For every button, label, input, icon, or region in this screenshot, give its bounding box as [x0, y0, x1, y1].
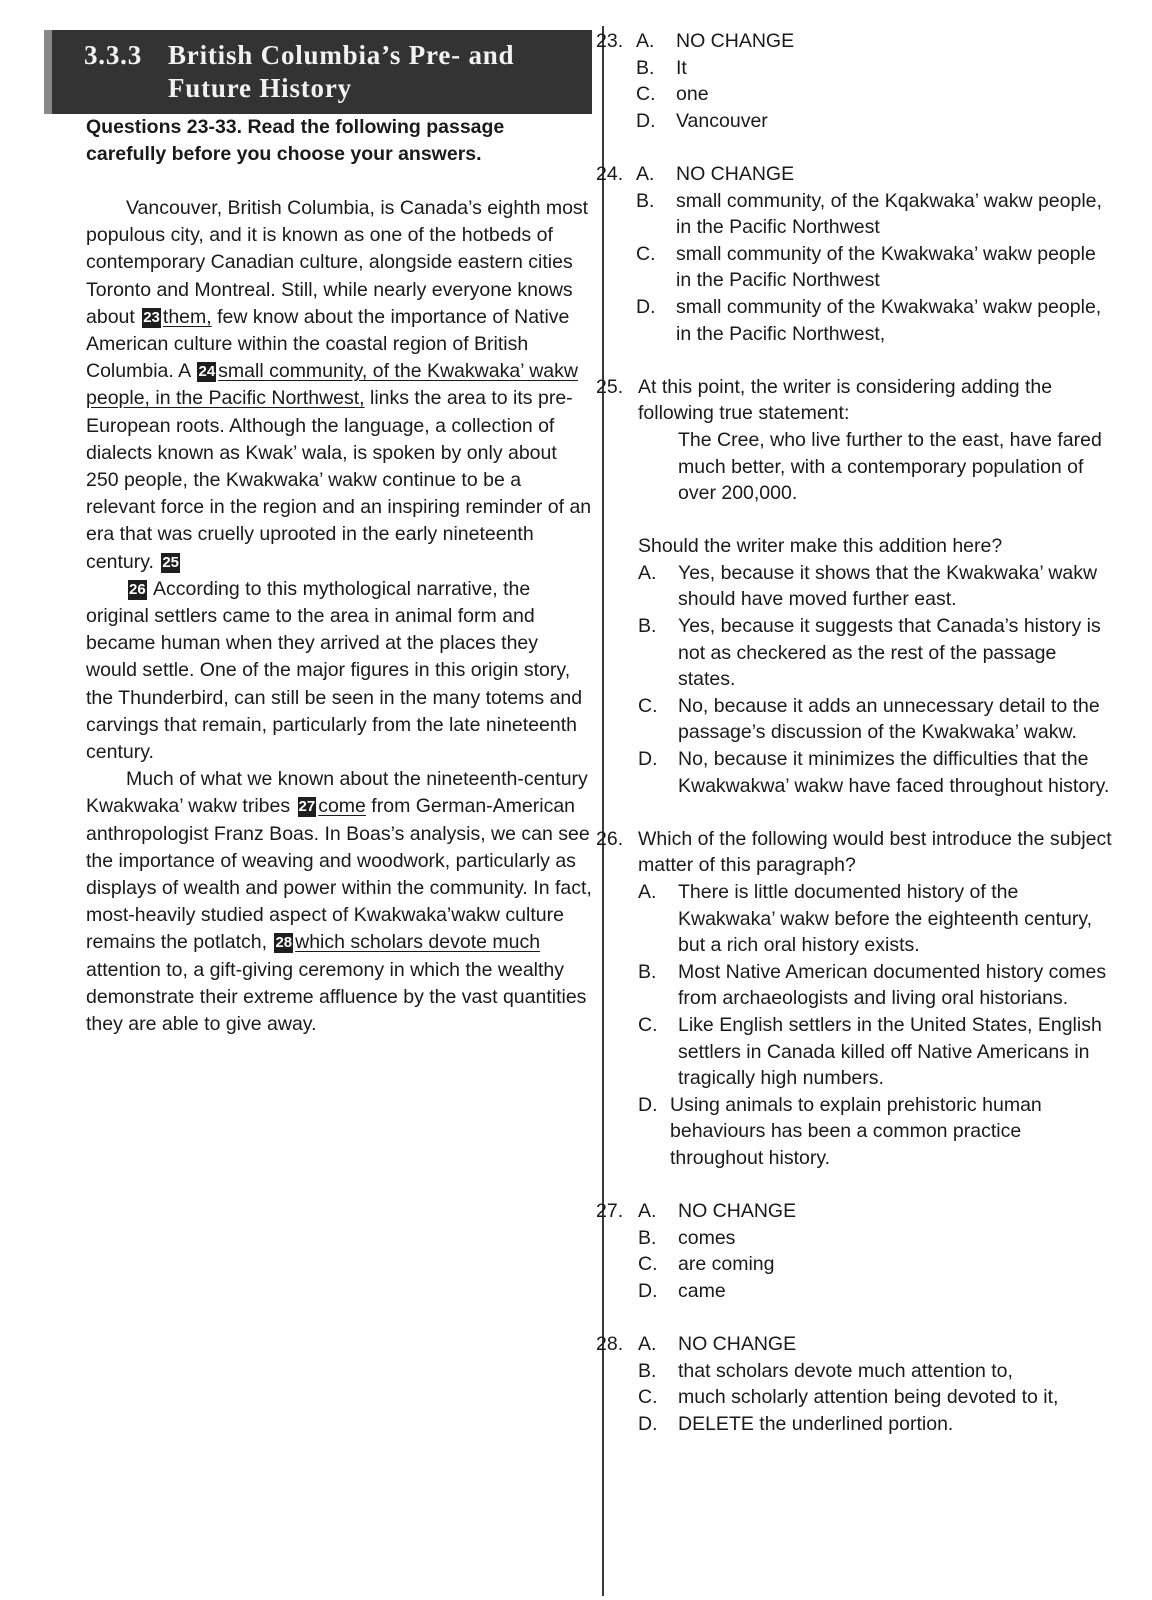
underlined-text-27: come: [318, 795, 366, 818]
option-text: Vancouver: [676, 109, 768, 132]
option-text: No, because it adds an unnecessary detail to the passage’s discussion of the Kwakwaka’ wakw.: [678, 694, 1100, 744]
passage-text: links the area to its pre-European roots. Although the language, a collection of dialects known as Kwak’ wala, is spoken by only about 250 people, the Kwakwaka’ wakw continue to be a relevant force in the region and an inspiring reminder of an era that was cruelly uprooted in the early nineteenth century.: [86, 387, 592, 573]
question-26: [596, 826, 1116, 1172]
option-text: There is little documented history of the Kwakwaka’ wakw before the eighteenth century, but a rich oral history exists.: [678, 881, 1093, 957]
underlined-text-28: which scholars devote much: [295, 931, 541, 954]
question-stem: At this point, the writer is considering adding the following true statement:: [638, 375, 1053, 425]
option-letter: C.: [636, 242, 656, 265]
question-marker-28: 28: [275, 934, 293, 952]
answer-option-a[interactable]: [596, 1198, 1116, 1225]
answer-option-c[interactable]: [596, 693, 1116, 746]
option-letter: C.: [638, 1013, 658, 1036]
option-text: much scholarly attention being devoted to it,: [678, 1386, 1059, 1409]
option-text: are coming: [678, 1253, 775, 1276]
answer-option-b[interactable]: [596, 613, 1116, 693]
answer-option-b[interactable]: [596, 1225, 1116, 1252]
option-letter: B.: [638, 1226, 657, 1249]
option-letter: B.: [638, 615, 657, 638]
question-marker-26: 26: [129, 580, 146, 598]
option-letter: A.: [638, 881, 657, 903]
instruction-line1: Questions 23-33. Read the following passage: [86, 116, 505, 138]
question-28: [596, 1331, 1116, 1437]
spacer: [596, 799, 1116, 826]
option-text: It: [676, 56, 687, 79]
option-letter: A.: [636, 162, 655, 185]
question-24: [596, 161, 1116, 347]
underlined-text-24: small community, of the Kwakwaka’ wakw people, in the Pacific Northwest,: [86, 360, 578, 410]
passage-text: attention to, a gift-giving ceremony in which the wealthy demonstrate their extreme affluence by the vast quantities they are able to give away.: [86, 958, 587, 1036]
option-letter: D.: [636, 295, 656, 318]
answer-option-d[interactable]: [596, 746, 1116, 799]
passage-paragraph-3: [86, 766, 592, 1038]
option-letter: D.: [638, 1412, 658, 1435]
question-number: 23.: [596, 30, 624, 52]
question-25: [596, 374, 1116, 800]
option-text: comes: [678, 1226, 736, 1249]
answer-option-c[interactable]: [596, 1384, 1116, 1411]
question-number: 25.: [596, 375, 624, 398]
passage-text: Much of what we known about the nineteenth-century Kwakwaka’ wakw tribes: [86, 768, 588, 818]
question-stem: Which of the following would best introduce the subject matter of this paragraph?: [638, 827, 1112, 877]
option-letter: C.: [636, 83, 656, 106]
option-letter: B.: [638, 960, 657, 983]
option-letter: C.: [638, 1253, 658, 1276]
section-title-line2: Future History: [168, 73, 352, 103]
option-letter: A.: [636, 30, 655, 52]
question-marker-23: 23: [143, 308, 160, 326]
answer-option-b[interactable]: [596, 959, 1116, 1012]
question-marker-25: 25: [162, 553, 180, 571]
passage-paragraph-2: [86, 576, 592, 766]
option-letter: B.: [636, 56, 655, 79]
option-letter: D.: [638, 748, 658, 771]
option-letter: A.: [638, 1200, 657, 1223]
question-number: 26.: [596, 827, 624, 850]
answer-option-d[interactable]: [596, 108, 1116, 135]
option-letter: D.: [636, 109, 656, 132]
answer-option-d[interactable]: [596, 1092, 1116, 1172]
passage: [86, 195, 592, 1038]
option-letter: D.: [638, 1093, 658, 1116]
option-letter: D.: [638, 1279, 658, 1302]
answer-option-a[interactable]: [596, 1331, 1116, 1358]
option-text: that scholars devote much attention to,: [678, 1359, 1013, 1382]
option-letter: B.: [636, 189, 655, 212]
header-edge-bar: [44, 30, 52, 114]
spacer: [596, 347, 1116, 374]
option-text: NO CHANGE: [678, 1200, 797, 1223]
spacer: [596, 134, 1116, 161]
passage-text: Vancouver, British Columbia, is Canada’s eighth most populous city, and it is known as one of the hotbeds of contemporary Canadian culture, alongside eastern cities Toronto and Montreal. Still, while nearly everyone knows about: [86, 197, 589, 328]
answer-option-c[interactable]: [596, 241, 1116, 294]
option-text: NO CHANGE: [676, 30, 795, 52]
answer-option-d[interactable]: [596, 1411, 1116, 1438]
proposed-statement: The Cree, who live further to the east, have fared much better, with a contemporary population of over 200,000.: [678, 428, 1102, 505]
passage-text: According to this mythological narrative, the original settlers came to the area in animal form and became human when they arrived at the places they would settle. One of the major figures in this origin story, the Thunderbird, can still be seen in the many totems and carvings that remain, particularly from the late nineteenth century.: [86, 577, 583, 764]
section-number: 3.3.3: [84, 40, 142, 70]
option-letter: A.: [638, 1333, 657, 1356]
instruction-line2: carefully before you choose your answers.: [86, 143, 482, 165]
option-text: NO CHANGE: [678, 1333, 797, 1356]
option-letter: A.: [638, 561, 657, 584]
passage-text: from German-American anthropologist Franz Boas. In Boas’s analysis, we can see the importance of weaving and woodwork, particularly as displays of wealth and power within the community. In fact, most-heavily studied aspect of Kwakwaka’wakw culture remains the potlatch,: [86, 795, 592, 954]
question-23: [596, 28, 1116, 134]
instructions: [86, 114, 586, 168]
answer-option-a[interactable]: [596, 560, 1116, 613]
option-text: No, because it minimizes the difficulties that the Kwakwakwa’ wakw have faced throughout history.: [678, 748, 1110, 797]
section-title-line1: British Columbia’s Pre- and: [168, 40, 515, 70]
passage-paragraph-1: [86, 195, 592, 576]
questions-column: [596, 28, 1116, 1437]
question-prompt: Should the writer make this addition here?: [638, 535, 1003, 558]
spacer: [596, 507, 1116, 534]
underlined-text-23: them,: [162, 305, 212, 328]
option-letter: B.: [638, 1359, 657, 1382]
answer-option-b[interactable]: [596, 1358, 1116, 1385]
option-text: came: [678, 1279, 726, 1302]
spacer: [596, 1305, 1116, 1332]
question-number: 28.: [596, 1333, 624, 1356]
option-text: DELETE the underlined portion.: [678, 1412, 954, 1435]
option-text: small community, of the Kqakwaka’ wakw people, in the Pacific Northwest: [676, 189, 1102, 239]
answer-option-c[interactable]: [596, 1251, 1116, 1278]
question-marker-27: 27: [298, 798, 316, 816]
option-text: small community of the Kwakwaka’ wakw people in the Pacific Northwest: [676, 242, 1096, 292]
option-text: small community of the Kwakwaka’ wakw people, in the Pacific Northwest,: [676, 295, 1102, 345]
answer-option-a[interactable]: [596, 879, 1116, 959]
question-number: 27.: [596, 1200, 624, 1223]
answer-option-b[interactable]: [596, 188, 1116, 241]
answer-option-a[interactable]: [596, 161, 1116, 188]
option-text: Like English settlers in the United States, English settlers in Canada killed off Native Americans in tragically high numbers.: [678, 1013, 1102, 1090]
option-text: Yes, because it shows that the Kwakwaka’ wakw should have moved further east.: [678, 561, 1098, 611]
option-text: Most Native American documented history comes from archaeologists and living oral historians.: [678, 960, 1107, 1010]
answer-option-a[interactable]: [596, 28, 1116, 55]
option-text: Using animals to explain prehistoric human behaviours has been a common practice throughout history.: [670, 1093, 1042, 1169]
answer-option-c[interactable]: [596, 81, 1116, 108]
question-number: 24.: [596, 162, 624, 185]
option-text: NO CHANGE: [676, 162, 795, 185]
answer-option-c[interactable]: [596, 1012, 1116, 1092]
question-marker-24: 24: [198, 363, 216, 381]
option-letter: C.: [638, 694, 658, 717]
answer-option-d[interactable]: [596, 294, 1116, 347]
answer-option-b[interactable]: [596, 55, 1116, 82]
passage-text: few know about the importance of Native American culture within the coastal region of British Columbia. A: [86, 305, 570, 383]
spacer: [596, 1172, 1116, 1199]
question-27: [596, 1198, 1116, 1304]
section-header: [44, 30, 592, 114]
option-text: Yes, because it suggests that Canada’s history is not as checkered as the rest of the passage states.: [678, 615, 1101, 691]
option-letter: C.: [638, 1386, 658, 1409]
answer-option-d[interactable]: [596, 1278, 1116, 1305]
option-text: one: [676, 83, 709, 106]
